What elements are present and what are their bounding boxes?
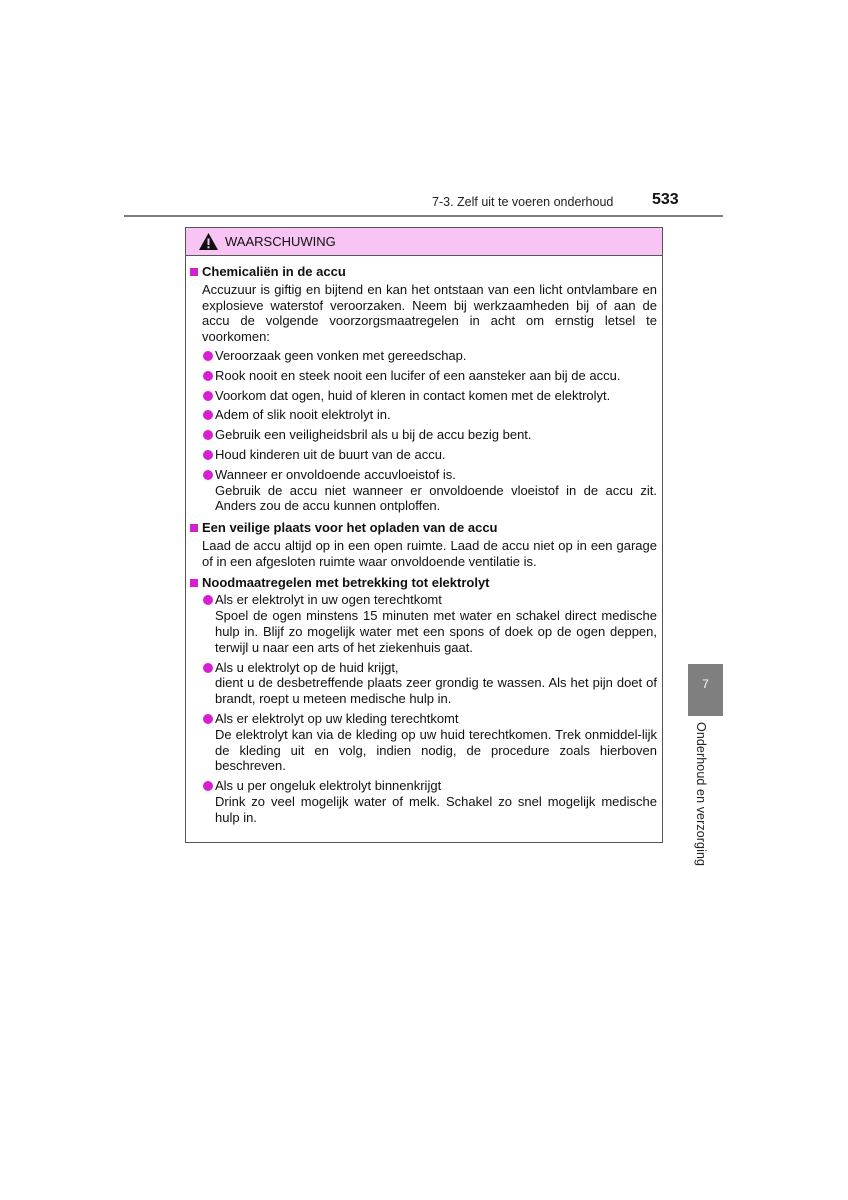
list-item-text: dient u de desbetreffende plaats zeer grondig te wassen. Als het pijn doet of brandt, roept u meteen medische hulp in. (215, 675, 657, 707)
list-item-text: De elektrolyt kan via de kleding op uw huid terechtkomen. Trek onmiddel-lijk de kleding uit en volg, indien nodig, de procedure zoals hierboven beschreven. (215, 726, 657, 774)
list-item-heading: Als er elektrolyt op uw kleding terechtkomt (215, 710, 459, 726)
header-divider (124, 215, 723, 217)
section-title (189, 575, 657, 591)
circle-bullet-icon (203, 430, 213, 440)
list-item (189, 368, 657, 384)
circle-bullet-icon (203, 470, 213, 480)
chapter-tab (688, 664, 723, 716)
warning-title: WAARSCHUWING (225, 234, 336, 249)
list-item-heading: Als er elektrolyt in uw ogen terechtkomt (215, 592, 442, 608)
list-item-heading: Als u per ongeluk elektrolyt binnenkrijgt (215, 778, 442, 794)
warning-content (189, 264, 657, 832)
circle-bullet-icon (203, 781, 213, 791)
list-item-text: Gebruik de accu niet wanneer er onvoldoende vloeistof in de accu zit. Anders zou de accu kunnen ontploffen. (215, 482, 657, 514)
section-spacer (189, 830, 657, 832)
list-item (189, 348, 657, 364)
section-title (189, 264, 657, 280)
section-title-text: Noodmaatregelen met betrekking tot elektrolyt (202, 574, 490, 590)
list-item (189, 467, 657, 514)
list-item-heading: Veroorzaak geen vonken met gereedschap. (215, 347, 467, 363)
list-item (189, 592, 657, 655)
list-item-heading: Voorkom dat ogen, huid of kleren in contact komen met de elektrolyt. (215, 387, 611, 403)
list-item-text: Drink zo veel mogelijk water of melk. Schakel zo snel mogelijk medische hulp in. (215, 793, 657, 825)
square-bullet-icon (190, 579, 198, 587)
chapter-label: Onderhoud en verzorging (694, 722, 708, 867)
chapter-number: 7 (702, 677, 709, 691)
section-paragraph: Accuzuur is giftig en bijtend en kan het ontstaan van een licht ontvlambare en explosieve waterstof veroorzaken. Neem bij werkzaamheden bij of aan de accu de volgende voorzorgsmaatregelen in acht om ernstig letsel te voorkomen: (202, 281, 657, 345)
list-item (189, 447, 657, 463)
circle-bullet-icon (203, 450, 213, 460)
list-item (189, 660, 657, 707)
square-bullet-icon (190, 268, 198, 276)
list-item-heading: Als u elektrolyt op de huid krijgt, (215, 659, 399, 675)
warning-header (186, 228, 662, 256)
circle-bullet-icon (203, 714, 213, 724)
list-item-heading: Gebruik een veiligheidsbril als u bij de accu bezig bent. (215, 427, 532, 443)
list-item (189, 427, 657, 443)
list-item (189, 778, 657, 825)
list-item-heading: Rook nooit en steek nooit een lucifer of een aansteker aan bij de accu. (215, 367, 621, 383)
list-item-text: Spoel de ogen minstens 15 minuten met water en schakel direct medische hulp in. Blijf zo mogelijk water met een spons of doek op de ogen deppen, terwijl u naar een arts of het ziekenhuis gaat. (215, 608, 657, 655)
circle-bullet-icon (203, 663, 213, 673)
warning-box (185, 227, 663, 843)
list-item-heading: Wanneer er onvoldoende accuvloeistof is. (215, 466, 456, 482)
circle-bullet-icon (203, 410, 213, 420)
circle-bullet-icon (203, 391, 213, 401)
page-number: 533 (652, 191, 679, 208)
list-item (189, 407, 657, 423)
warning-triangle-icon (198, 232, 219, 251)
circle-bullet-icon (203, 595, 213, 605)
section-paragraph: Laad de accu altijd op in een open ruimte. Laad de accu niet op in een garage of in een afgesloten ruimte waar onvoldoende ventilatie is. (202, 537, 657, 569)
list-item (189, 711, 657, 774)
list-item-heading: Houd kinderen uit de buurt van de accu. (215, 446, 446, 462)
circle-bullet-icon (203, 351, 213, 361)
header-section-title: 7-3. Zelf uit te voeren onderhoud (432, 195, 614, 209)
section-title-text: Chemicaliën in de accu (202, 264, 346, 279)
section-title-text: Een veilige plaats voor het opladen van de accu (202, 520, 498, 536)
list-item-heading: Adem of slik nooit elektrolyt in. (215, 407, 391, 423)
square-bullet-icon (190, 524, 198, 532)
list-item (189, 388, 657, 404)
circle-bullet-icon (203, 371, 213, 381)
section-title (189, 520, 657, 536)
